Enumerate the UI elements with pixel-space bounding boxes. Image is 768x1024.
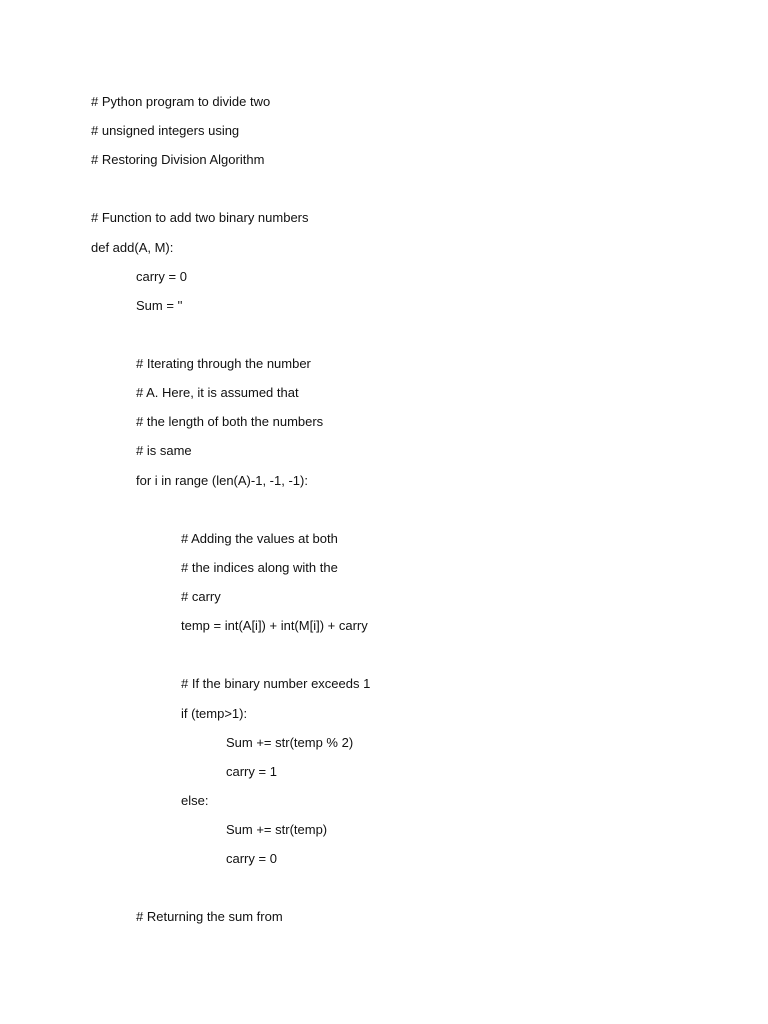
- code-line-comment: # Adding the values at both: [181, 531, 338, 546]
- code-line: carry = 1: [226, 764, 277, 779]
- code-line-comment: # Returning the sum from: [136, 909, 283, 924]
- code-line: temp = int(A[i]) + int(M[i]) + carry: [181, 618, 368, 633]
- code-line-comment: # unsigned integers using: [91, 123, 240, 138]
- code-line-comment: # Iterating through the number: [136, 356, 311, 371]
- code-line-comment: # is same: [136, 443, 192, 458]
- code-line-comment: # Restoring Division Algorithm: [91, 152, 265, 167]
- code-line-else: else:: [181, 793, 209, 808]
- code-line-if: if (temp>1):: [181, 706, 248, 721]
- code-line: carry = 0: [226, 851, 277, 866]
- code-line-for: for i in range (len(A)-1, -1, -1):: [136, 473, 308, 488]
- code-line-comment: # Function to add two binary numbers: [91, 210, 309, 225]
- code-line: Sum = '': [136, 298, 183, 313]
- code-line-comment: # the length of both the numbers: [136, 414, 324, 429]
- code-line-comment: # Python program to divide two: [91, 94, 271, 109]
- code-line-comment: # carry: [181, 589, 221, 604]
- code-line: carry = 0: [136, 269, 187, 284]
- code-line: Sum += str(temp): [226, 822, 328, 837]
- code-line-def: def add(A, M):: [91, 240, 174, 255]
- code-line: Sum += str(temp % 2): [226, 735, 354, 750]
- code-line-comment: # the indices along with the: [181, 560, 338, 575]
- code-line-comment: # A. Here, it is assumed that: [136, 385, 299, 400]
- code-line-comment: # If the binary number exceeds 1: [181, 676, 371, 691]
